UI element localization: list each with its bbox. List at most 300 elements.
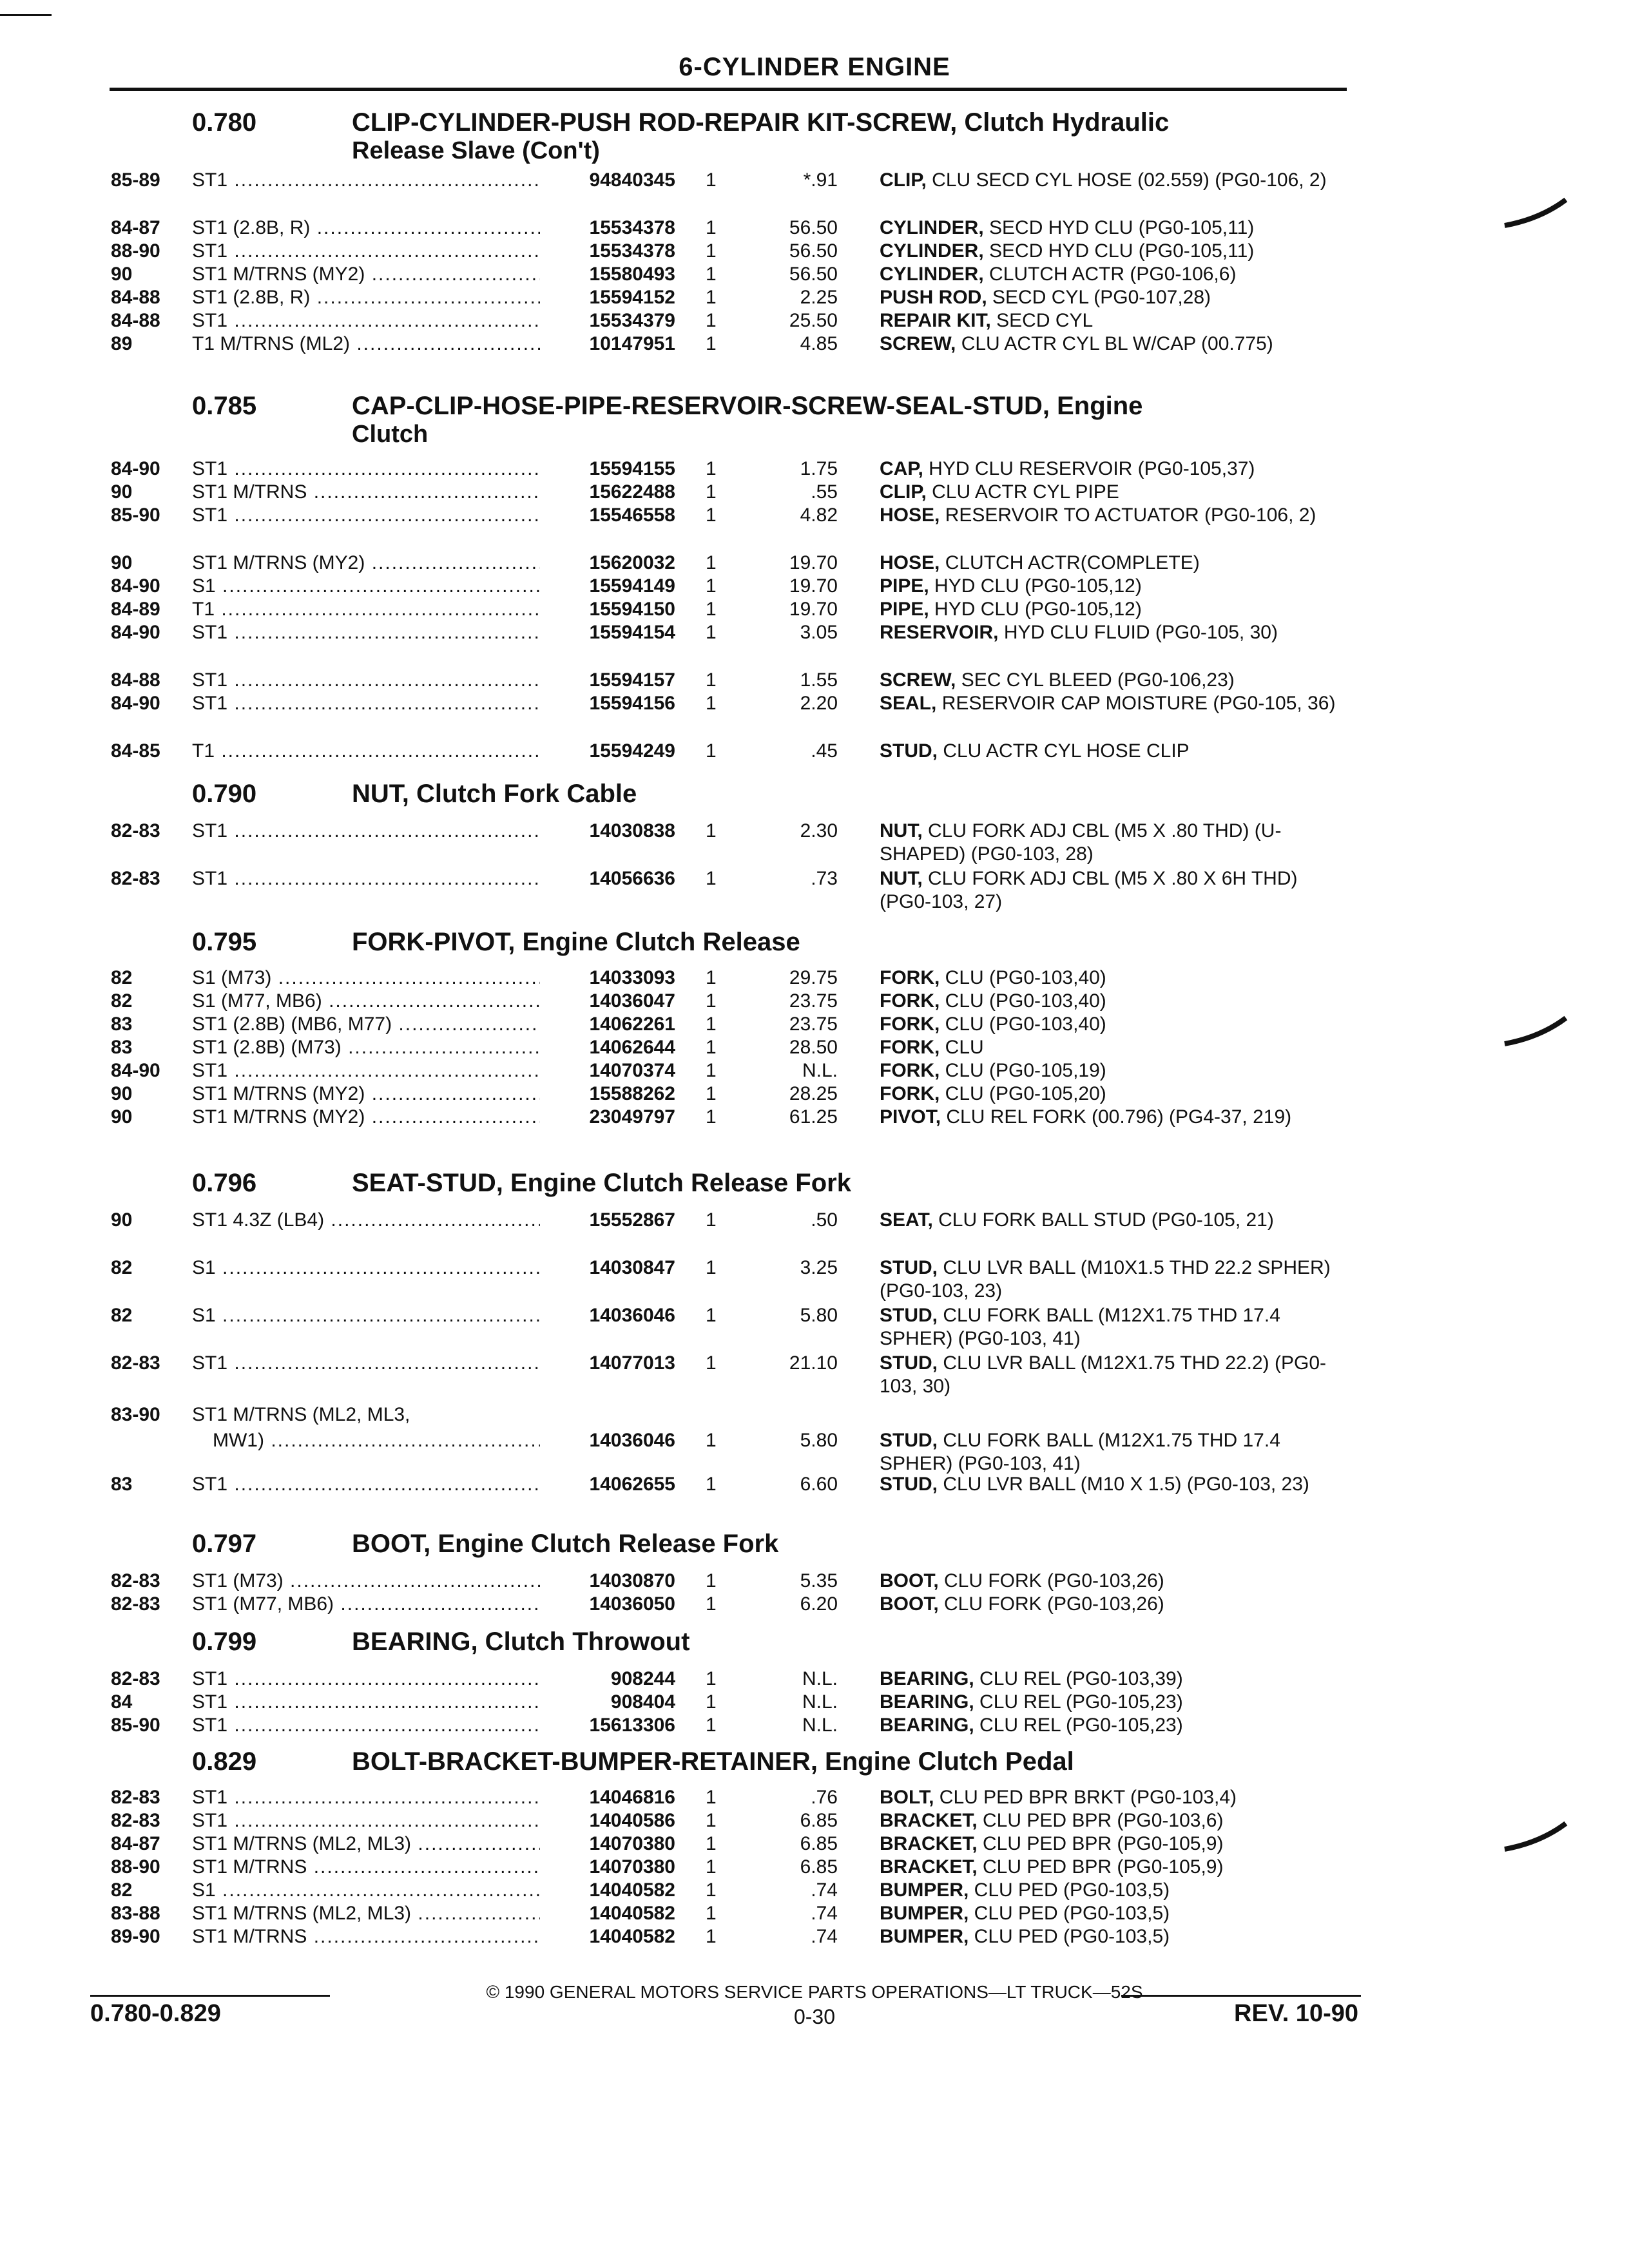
part-keyword: SEAT, bbox=[880, 1209, 933, 1231]
list-price: 6.85 bbox=[800, 1810, 838, 1831]
list-price: 6.60 bbox=[800, 1474, 838, 1495]
list-price: 4.85 bbox=[800, 333, 838, 354]
model-years: 84-88 bbox=[111, 669, 160, 691]
part-keyword: NUT, bbox=[880, 820, 923, 841]
application: ST1 ..... bbox=[192, 1786, 540, 1809]
part-detail: CLU (PG0-103,40) bbox=[940, 967, 1106, 988]
part-detail: SECD HYD CLU (PG0-105,11) bbox=[983, 240, 1255, 262]
part-keyword: STUD, bbox=[880, 1305, 938, 1326]
page-header-title: 6-CYLINDER ENGINE bbox=[679, 53, 950, 81]
part-detail: CLU PED (PG0-103,5) bbox=[969, 1926, 1170, 1947]
model-years: 83-88 bbox=[111, 1903, 160, 1924]
part-description bbox=[880, 504, 1350, 527]
part-keyword: BUMPER, bbox=[880, 1926, 969, 1947]
application: ST1 ..... bbox=[192, 867, 540, 890]
part-row bbox=[0, 1106, 1629, 1153]
part-number: 23049797 bbox=[589, 1106, 675, 1128]
part-keyword: HOSE, bbox=[880, 552, 940, 573]
model-years: 84-87 bbox=[111, 1833, 160, 1854]
part-keyword: BRACKET, bbox=[880, 1833, 978, 1854]
part-description bbox=[880, 669, 1350, 692]
part-description bbox=[880, 552, 1350, 575]
part-keyword: FORK, bbox=[880, 1060, 940, 1081]
part-keyword: BOLT, bbox=[880, 1787, 934, 1808]
quantity: 1 bbox=[706, 575, 717, 597]
quantity: 1 bbox=[706, 1903, 717, 1924]
list-price: 5.80 bbox=[800, 1430, 838, 1451]
part-number: 14062655 bbox=[589, 1474, 675, 1495]
part-keyword: STUD, bbox=[880, 1257, 938, 1278]
part-detail: CLU REL FORK (00.796) (PG4-37, 219) bbox=[941, 1106, 1292, 1128]
part-description bbox=[880, 216, 1350, 240]
model-years: 85-90 bbox=[111, 1715, 160, 1736]
part-description bbox=[880, 1352, 1350, 1398]
part-keyword: HOSE, bbox=[880, 505, 940, 526]
quantity: 1 bbox=[706, 1570, 717, 1591]
part-keyword: CLIP, bbox=[880, 169, 927, 191]
part-number: 14036046 bbox=[589, 1305, 675, 1326]
binder-hole-mark bbox=[1501, 193, 1572, 232]
part-keyword: FORK, bbox=[880, 967, 940, 988]
model-years: 90 bbox=[111, 1209, 133, 1231]
part-detail: SECD CYL bbox=[990, 310, 1094, 331]
part-number: 14030838 bbox=[589, 820, 675, 841]
part-description bbox=[880, 820, 1350, 866]
part-number: 15613306 bbox=[589, 1715, 675, 1736]
model-years: 88-90 bbox=[111, 1856, 160, 1878]
part-detail: CLU REL (PG0-103,39) bbox=[974, 1668, 1183, 1689]
list-price: 21.10 bbox=[789, 1352, 838, 1374]
part-description bbox=[880, 575, 1350, 598]
model-years: 88-90 bbox=[111, 240, 160, 262]
quantity: 1 bbox=[706, 868, 717, 889]
section-title-main: CLIP-CYLINDER-PUSH ROD-REPAIR KIT-SCREW, Clutch Hydraulic bbox=[352, 108, 1170, 137]
section-title-main: FORK-PIVOT, Engine Clutch Release bbox=[352, 928, 800, 956]
part-keyword: STUD, bbox=[880, 1352, 938, 1374]
list-price: 56.50 bbox=[789, 240, 838, 262]
part-number: 14036046 bbox=[589, 1430, 675, 1451]
application: ST1 M/TRNS ..... bbox=[192, 481, 540, 504]
quantity: 1 bbox=[706, 622, 717, 643]
part-detail: CLU (PG0-105,19) bbox=[940, 1060, 1106, 1081]
list-price: N.L. bbox=[802, 1060, 838, 1081]
quantity: 1 bbox=[706, 599, 717, 620]
list-price: 2.20 bbox=[800, 693, 838, 714]
part-description bbox=[880, 457, 1350, 481]
section-title-main: BOOT, Engine Clutch Release Fork bbox=[352, 1530, 779, 1558]
part-detail: CLU FORK ADJ CBL (M5 X .80 X 6H THD) (PG0-103, 27) bbox=[880, 868, 1298, 912]
application: T1 M/TRNS (ML2) ..... bbox=[192, 332, 540, 356]
application: ST1 ..... bbox=[192, 1691, 540, 1714]
list-price: 6.20 bbox=[800, 1593, 838, 1615]
part-keyword: SCREW, bbox=[880, 333, 956, 354]
part-detail: RESERVOIR CAP MOISTURE (PG0-105, 36) bbox=[936, 693, 1336, 714]
part-detail: CLUTCH ACTR(COMPLETE) bbox=[940, 552, 1200, 573]
model-years: 85-89 bbox=[111, 169, 160, 191]
part-row bbox=[0, 332, 1629, 380]
part-detail: CLU FORK BALL STUD (PG0-105, 21) bbox=[932, 1209, 1274, 1231]
section-title bbox=[352, 1747, 1383, 1776]
part-keyword: BOOT, bbox=[880, 1570, 939, 1591]
model-years: 82-83 bbox=[111, 868, 160, 889]
part-number: 15534379 bbox=[589, 310, 675, 331]
list-price: 28.50 bbox=[789, 1037, 838, 1058]
quantity: 1 bbox=[706, 740, 717, 762]
part-number: 14030870 bbox=[589, 1570, 675, 1591]
section-title bbox=[352, 1628, 1383, 1656]
list-price: 56.50 bbox=[789, 264, 838, 285]
quantity: 1 bbox=[706, 505, 717, 526]
model-years: 90 bbox=[111, 1106, 133, 1128]
binder-hole-mark bbox=[1501, 1012, 1572, 1050]
list-price: *.91 bbox=[803, 169, 838, 191]
list-price: 19.70 bbox=[789, 575, 838, 597]
part-number: 15594150 bbox=[589, 599, 675, 620]
part-keyword: STUD, bbox=[880, 740, 938, 762]
part-keyword: STUD, bbox=[880, 1430, 938, 1451]
part-detail: CLU ACTR CYL PIPE bbox=[926, 481, 1119, 503]
section-title-continued: Release Slave (Con't) bbox=[352, 137, 600, 164]
part-detail: CLU FORK (PG0-103,26) bbox=[938, 1570, 1164, 1591]
model-years: 89-90 bbox=[111, 1926, 160, 1947]
quantity: 1 bbox=[706, 1474, 717, 1495]
part-description bbox=[880, 1013, 1350, 1036]
binder-hole-mark bbox=[1501, 1817, 1572, 1856]
part-detail: HYD CLU (PG0-105,12) bbox=[929, 575, 1142, 597]
quantity: 1 bbox=[706, 1352, 717, 1374]
part-detail: SECD CYL (PG0-107,28) bbox=[987, 287, 1211, 308]
part-number: 15546558 bbox=[589, 505, 675, 526]
application: ST1 (2.8B) (M73) ..... bbox=[192, 1036, 540, 1059]
model-years: 82-83 bbox=[111, 1593, 160, 1615]
list-price: 61.25 bbox=[789, 1106, 838, 1128]
part-number: 908244 bbox=[610, 1668, 675, 1689]
part-number: 15594149 bbox=[589, 575, 675, 597]
part-description bbox=[880, 286, 1350, 309]
application: ST1 ..... bbox=[192, 1714, 540, 1737]
model-years: 84-88 bbox=[111, 287, 160, 308]
model-years: 83 bbox=[111, 1037, 133, 1058]
part-keyword: BUMPER, bbox=[880, 1879, 969, 1901]
part-detail: CLU LVR BALL (M10 X 1.5) (PG0-103, 23) bbox=[938, 1474, 1309, 1495]
application-continued: MW1) ..... bbox=[213, 1429, 540, 1452]
part-detail: RESERVOIR TO ACTUATOR (PG0-106, 2) bbox=[940, 505, 1316, 526]
quantity: 1 bbox=[706, 310, 717, 331]
part-detail: CLU PED BPR (PG0-105,9) bbox=[977, 1856, 1224, 1878]
model-years: 90 bbox=[111, 481, 133, 503]
quantity: 1 bbox=[706, 481, 717, 503]
application: ST1 M/TRNS (ML2, ML3) ..... bbox=[192, 1902, 540, 1925]
part-number: 10147951 bbox=[589, 333, 675, 354]
list-price: .76 bbox=[811, 1787, 838, 1808]
quantity: 1 bbox=[706, 1810, 717, 1831]
section-title bbox=[352, 780, 1383, 808]
part-keyword: BEARING, bbox=[880, 1668, 974, 1689]
part-number: 14070380 bbox=[589, 1856, 675, 1878]
part-number: 14062261 bbox=[589, 1014, 675, 1035]
application: ST1 M/TRNS (MY2) ..... bbox=[192, 552, 540, 575]
quantity: 1 bbox=[706, 1668, 717, 1689]
part-detail: CLU (PG0-105,20) bbox=[940, 1083, 1106, 1104]
part-detail: CLU PED (PG0-103,5) bbox=[969, 1879, 1170, 1901]
application: ST1 ..... bbox=[192, 240, 540, 263]
part-row bbox=[0, 1209, 1629, 1256]
model-years: 83-90 bbox=[111, 1404, 160, 1425]
quantity: 1 bbox=[706, 552, 717, 573]
section-number: 0.785 bbox=[192, 392, 257, 420]
application: ST1 4.3Z (LB4) ..... bbox=[192, 1209, 540, 1232]
part-number: 14062644 bbox=[589, 1037, 675, 1058]
list-price: 1.55 bbox=[800, 669, 838, 691]
quantity: 1 bbox=[706, 1879, 717, 1901]
application: ST1 M/TRNS (MY2) ..... bbox=[192, 1106, 540, 1129]
section-title bbox=[352, 1530, 1383, 1558]
model-years: 82-83 bbox=[111, 1570, 160, 1591]
quantity: 1 bbox=[706, 264, 717, 285]
part-keyword: SEAL, bbox=[880, 693, 937, 714]
section-title bbox=[352, 1169, 1383, 1197]
part-description bbox=[880, 1082, 1350, 1106]
footer-revision: REV. 10-90 bbox=[1234, 2000, 1358, 2027]
model-years: 84-90 bbox=[111, 693, 160, 714]
part-number: 15622488 bbox=[589, 481, 675, 503]
application: ST1 ..... bbox=[192, 169, 540, 192]
part-number: 15594157 bbox=[589, 669, 675, 691]
application: ST1 M/TRNS ..... bbox=[192, 1925, 540, 1948]
part-keyword: CYLINDER, bbox=[880, 264, 984, 285]
part-keyword: FORK, bbox=[880, 1037, 940, 1058]
application: ST1 ..... bbox=[192, 1809, 540, 1832]
part-description bbox=[880, 1473, 1350, 1496]
part-number: 15594152 bbox=[589, 287, 675, 308]
part-keyword: BEARING, bbox=[880, 1691, 974, 1713]
part-keyword: BEARING, bbox=[880, 1715, 974, 1736]
part-keyword: BUMPER, bbox=[880, 1903, 969, 1924]
footer-page-number: 0-30 bbox=[793, 2005, 836, 2028]
part-detail: CLU ACTR CYL HOSE CLIP bbox=[938, 740, 1190, 762]
part-description bbox=[880, 309, 1350, 332]
part-number: 15620032 bbox=[589, 552, 675, 573]
part-description bbox=[880, 481, 1350, 504]
part-detail: CLU PED (PG0-103,5) bbox=[969, 1903, 1170, 1924]
list-price: 23.75 bbox=[789, 1014, 838, 1035]
part-number: 14070380 bbox=[589, 1833, 675, 1854]
quantity: 1 bbox=[706, 240, 717, 262]
part-description bbox=[880, 1925, 1350, 1948]
quantity: 1 bbox=[706, 1037, 717, 1058]
application: S1 (M77, MB6) ..... bbox=[192, 990, 540, 1013]
application: ST1 ..... bbox=[192, 1059, 540, 1082]
part-number: 14036047 bbox=[589, 990, 675, 1012]
section-number: 0.796 bbox=[192, 1169, 257, 1197]
model-years: 90 bbox=[111, 1083, 133, 1104]
part-description bbox=[880, 966, 1350, 990]
model-years: 84-90 bbox=[111, 1060, 160, 1081]
part-keyword: FORK, bbox=[880, 1083, 940, 1104]
model-years: 84-85 bbox=[111, 740, 160, 762]
part-number: 14030847 bbox=[589, 1257, 675, 1278]
part-keyword: STUD, bbox=[880, 1474, 938, 1495]
list-price: .74 bbox=[811, 1903, 838, 1924]
list-price: N.L. bbox=[802, 1668, 838, 1689]
part-number: 15594249 bbox=[589, 740, 675, 762]
model-years: 82 bbox=[111, 990, 133, 1012]
application: ST1 (M77, MB6) ..... bbox=[192, 1593, 540, 1616]
application: ST1 (2.8B) (MB6, M77) ..... bbox=[192, 1013, 540, 1036]
list-price: .73 bbox=[811, 868, 838, 889]
application: ST1 ..... bbox=[192, 504, 540, 527]
part-keyword: RESERVOIR, bbox=[880, 622, 999, 643]
part-description bbox=[880, 1593, 1350, 1616]
application: ST1 (2.8B, R) ..... bbox=[192, 216, 540, 240]
part-description bbox=[880, 867, 1350, 914]
part-number: 14046816 bbox=[589, 1787, 675, 1808]
list-price: 5.80 bbox=[800, 1305, 838, 1326]
part-number: 15534378 bbox=[589, 217, 675, 238]
quantity: 1 bbox=[706, 820, 717, 841]
application: S1 (M73) ..... bbox=[192, 966, 540, 990]
part-description bbox=[880, 990, 1350, 1013]
part-number: 14070374 bbox=[589, 1060, 675, 1081]
part-description bbox=[880, 1879, 1350, 1902]
quantity: 1 bbox=[706, 287, 717, 308]
model-years: 82-83 bbox=[111, 1352, 160, 1374]
part-row bbox=[0, 1403, 1629, 1474]
model-years: 82-83 bbox=[111, 1787, 160, 1808]
part-number: 14056636 bbox=[589, 868, 675, 889]
list-price: .55 bbox=[811, 481, 838, 503]
list-price: .74 bbox=[811, 1926, 838, 1947]
quantity: 1 bbox=[706, 333, 717, 354]
model-years: 84-89 bbox=[111, 599, 160, 620]
model-years: 90 bbox=[111, 264, 133, 285]
list-price: 6.85 bbox=[800, 1856, 838, 1878]
quantity: 1 bbox=[706, 458, 717, 479]
part-detail: CLU LVR BALL (M12X1.75 THD 22.2) (PG0-103, 30) bbox=[880, 1352, 1327, 1397]
list-price: .74 bbox=[811, 1879, 838, 1901]
quantity: 1 bbox=[706, 1209, 717, 1231]
quantity: 1 bbox=[706, 1833, 717, 1854]
corner-mark bbox=[0, 14, 52, 16]
quantity: 1 bbox=[706, 1014, 717, 1035]
part-number: 15588262 bbox=[589, 1083, 675, 1104]
part-detail: CLU FORK (PG0-103,26) bbox=[938, 1593, 1164, 1615]
part-detail: CLU FORK BALL (M12X1.75 THD 17.4 SPHER) (PG0-103, 41) bbox=[880, 1430, 1280, 1474]
part-detail: CLU SECD CYL HOSE (02.559) (PG0-106, 2) bbox=[926, 169, 1327, 191]
quantity: 1 bbox=[706, 1305, 717, 1326]
part-description bbox=[880, 1714, 1350, 1737]
model-years: 82-83 bbox=[111, 1810, 160, 1831]
application: S1 ..... bbox=[192, 575, 540, 598]
application: ST1 ..... bbox=[192, 1473, 540, 1496]
application: ST1 ..... bbox=[192, 820, 540, 843]
part-keyword: PIVOT, bbox=[880, 1106, 941, 1128]
part-keyword: PIPE, bbox=[880, 575, 929, 597]
part-row bbox=[0, 504, 1629, 552]
part-detail: CLU bbox=[940, 1037, 984, 1058]
application: S1 ..... bbox=[192, 1304, 540, 1327]
application: ST1 M/TRNS (ML2, ML3) ..... bbox=[192, 1832, 540, 1856]
part-row bbox=[0, 169, 1629, 216]
section-title bbox=[352, 108, 1383, 165]
part-detail: HYD CLU FLUID (PG0-105, 30) bbox=[998, 622, 1278, 643]
part-detail: CLUTCH ACTR (PG0-106,6) bbox=[983, 264, 1237, 285]
part-keyword: SCREW, bbox=[880, 669, 956, 691]
list-price: 19.70 bbox=[789, 552, 838, 573]
model-years: 82-83 bbox=[111, 1668, 160, 1689]
part-detail: CLU (PG0-103,40) bbox=[940, 1014, 1106, 1035]
quantity: 1 bbox=[706, 1926, 717, 1947]
part-number: 908404 bbox=[610, 1691, 675, 1713]
part-detail: CLU REL (PG0-105,23) bbox=[974, 1691, 1183, 1713]
application: ST1 ..... bbox=[192, 1352, 540, 1375]
part-description bbox=[880, 332, 1350, 356]
quantity: 1 bbox=[706, 967, 717, 988]
quantity: 1 bbox=[706, 1593, 717, 1615]
application: ST1 M/TRNS ..... bbox=[192, 1856, 540, 1879]
part-description bbox=[880, 598, 1350, 621]
part-number: 15534378 bbox=[589, 240, 675, 262]
list-price: 2.30 bbox=[800, 820, 838, 841]
model-years: 83 bbox=[111, 1014, 133, 1035]
part-row bbox=[0, 1256, 1629, 1304]
quantity: 1 bbox=[706, 990, 717, 1012]
part-description bbox=[880, 1036, 1350, 1059]
part-description bbox=[880, 240, 1350, 263]
model-years: 82 bbox=[111, 1305, 133, 1326]
list-price: 1.75 bbox=[800, 458, 838, 479]
list-price: N.L. bbox=[802, 1691, 838, 1713]
model-years: 84-90 bbox=[111, 575, 160, 597]
part-detail: CLU (PG0-103,40) bbox=[940, 990, 1106, 1012]
part-number: 15552867 bbox=[589, 1209, 675, 1231]
part-row bbox=[0, 820, 1629, 867]
part-row bbox=[0, 1925, 1629, 1973]
part-detail: HYD CLU (PG0-105,12) bbox=[929, 599, 1142, 620]
part-description bbox=[880, 1106, 1350, 1129]
list-price: 25.50 bbox=[789, 310, 838, 331]
quantity: 1 bbox=[706, 1430, 717, 1451]
model-years: 84-90 bbox=[111, 622, 160, 643]
quantity: 1 bbox=[706, 1083, 717, 1104]
part-row bbox=[0, 1473, 1629, 1521]
quantity: 1 bbox=[706, 1257, 717, 1278]
part-number: 14077013 bbox=[589, 1352, 675, 1374]
application: ST1 (M73) ..... bbox=[192, 1570, 540, 1593]
quantity: 1 bbox=[706, 169, 717, 191]
footer-section-range: 0.780-0.829 bbox=[90, 2000, 221, 2027]
part-detail: SECD HYD CLU (PG0-105,11) bbox=[983, 217, 1255, 238]
part-description bbox=[880, 621, 1350, 644]
model-years: 85-90 bbox=[111, 505, 160, 526]
part-number: 15594154 bbox=[589, 622, 675, 643]
list-price: 19.70 bbox=[789, 599, 838, 620]
part-detail: CLU FORK BALL (M12X1.75 THD 17.4 SPHER) (PG0-103, 41) bbox=[880, 1305, 1280, 1349]
model-years: 89 bbox=[111, 333, 133, 354]
section-number: 0.799 bbox=[192, 1628, 257, 1656]
application: ST1 M/TRNS (ML2, ML3, bbox=[192, 1404, 410, 1425]
part-row bbox=[0, 1352, 1629, 1399]
part-number: 15580493 bbox=[589, 264, 675, 285]
section-title-continued: Clutch bbox=[352, 421, 429, 448]
model-years: 82 bbox=[111, 1879, 133, 1901]
part-keyword: CLIP, bbox=[880, 481, 927, 503]
list-price: 3.25 bbox=[800, 1257, 838, 1278]
application: ST1 M/TRNS (MY2) ..... bbox=[192, 263, 540, 286]
model-years: 84-88 bbox=[111, 310, 160, 331]
part-number: 14033093 bbox=[589, 967, 675, 988]
application: T1 ..... bbox=[192, 740, 540, 763]
